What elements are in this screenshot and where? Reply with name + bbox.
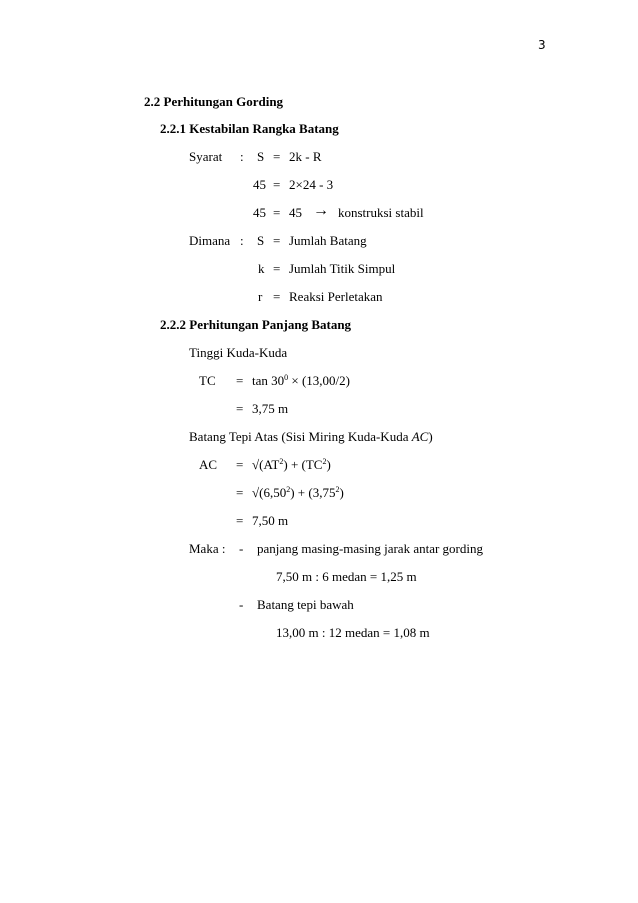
item1-text: panjang masing-masing jarak antar gording [257,541,483,556]
page-number: 3 [538,38,546,52]
tinggi-label: Tinggi Kuda-Kuda [189,345,288,360]
ac-line1: $√(AT^2) + (TC^2)$ [252,457,331,472]
eq3-lhs: 45 [253,205,266,220]
item2-text: Batang tepi bawah [257,597,354,612]
ac-line2: $√(6,50^2) + (3,75^2)$ [252,485,344,500]
ac-op3: = [236,513,244,528]
tc-lhs: TC [199,373,216,388]
def2-sym: k [258,261,265,276]
def2-text: Jumlah Titik Simpul [289,261,396,276]
maka-label: Maka : [189,541,226,556]
eq1-rhs: 2k - R [289,149,322,164]
item1-calc: 7,50 m : 6 medan = 1,25 m [276,569,417,584]
eq2-rhs: 2×24 - 3 [289,177,334,192]
eq3-op: = [273,205,281,220]
tc-op2: = [236,401,244,416]
right-arrow-icon: → [313,202,329,219]
subsection-heading-length: 2.2.2 Perhitungan Panjang Batang [160,317,352,332]
ac-op: = [236,457,244,472]
dimana-label: Dimana [189,233,231,248]
tc-line2: 3,75 m [252,401,289,416]
ac-line3: 7,50 m [252,513,289,528]
eq3-note: konstruksi stabil [338,205,424,220]
item2-calc: 13,00 m : 12 medan = 1,08 m [276,625,430,640]
eq2-lhs: 45 [253,177,266,192]
eq1-op: = [273,149,281,164]
batang-tepi-atas-label: Batang Tepi Atas (Sisi Miring Kuda-Kuda AC) [189,429,433,444]
section-heading: 2.2 Perhitungan Gording [144,94,284,109]
subsection-heading-stability: 2.2.1 Kestabilan Rangka Batang [160,121,339,136]
eq1-lhs: S [257,149,265,164]
ac-lhs: AC [199,457,218,472]
eq3-rhs: 45 [289,205,302,220]
def3-text: Reaksi Perletakan [289,289,383,304]
bullet-dash-1: - [239,541,244,556]
def1-sym: S [257,233,265,248]
def1-op: = [273,233,281,248]
syarat-colon: : [240,149,244,164]
tc-op: = [236,373,244,388]
dimana-colon: : [240,233,244,248]
def2-op: = [273,261,281,276]
tc-line1: $\tan 30^0 \times (13,00/2)$ [252,373,350,388]
def1-text: Jumlah Batang [289,233,367,248]
ac-op2: = [236,485,244,500]
def3-op: = [273,289,281,304]
syarat-label: Syarat [189,149,223,164]
bullet-dash-2: - [239,597,244,612]
eq2-op: = [273,177,281,192]
def3-sym: r [258,289,263,304]
